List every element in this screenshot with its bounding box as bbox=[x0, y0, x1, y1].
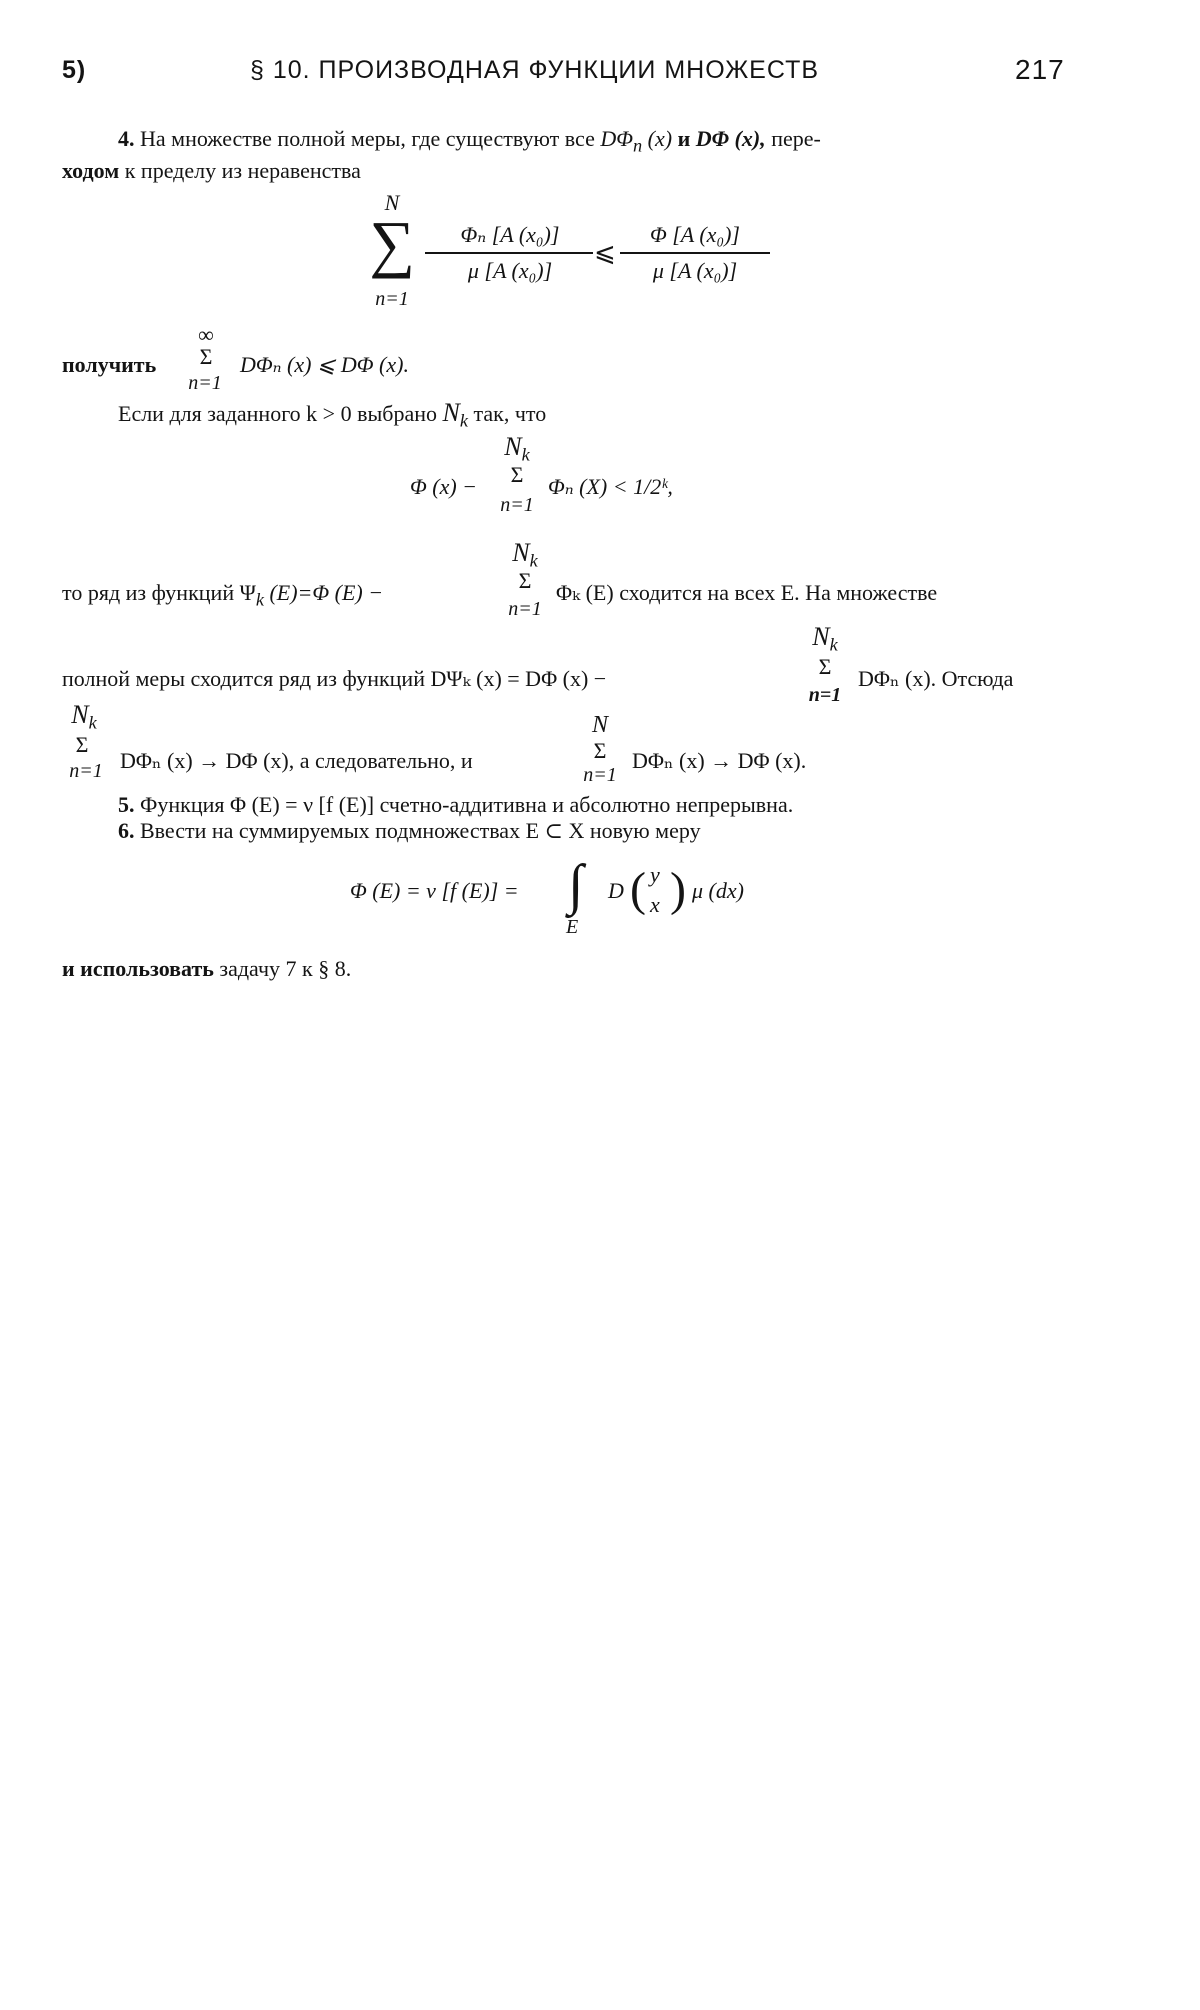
item5-text: Функция Φ (E) = ν [f (E)] счетно-аддитивна и абсолютно непрерывна. bbox=[140, 792, 794, 817]
item5 bbox=[118, 792, 793, 818]
bold-word: ходом bbox=[62, 158, 120, 183]
p1-upper-n: N bbox=[512, 538, 530, 567]
nk-symbol: N bbox=[442, 398, 460, 427]
last-line bbox=[62, 956, 351, 982]
sum-upper: N bbox=[384, 190, 400, 215]
p2-left: полной меры сходится ряд из функций DΨₖ (x) = DΦ (x) − bbox=[62, 666, 607, 691]
p3-upper2 bbox=[580, 712, 620, 739]
conj-and: и bbox=[677, 126, 691, 151]
formula-tail bbox=[692, 878, 744, 904]
formula-left-text: Φ (E) = ν [f (E)] = bbox=[350, 878, 519, 903]
formula-left bbox=[350, 878, 519, 904]
fraction2-bar bbox=[620, 252, 770, 254]
item4-line2 bbox=[62, 158, 361, 184]
f1-upper-k: k bbox=[521, 444, 530, 465]
f1-right bbox=[548, 474, 673, 500]
math-dphi: DΦ bbox=[600, 126, 633, 151]
formula-tail-text: μ (dx) bbox=[692, 878, 744, 903]
p3-lower: n=1 bbox=[69, 760, 103, 782]
p3-upper2-n: N bbox=[591, 712, 608, 738]
page-header-title: § 10. ПРОИЗВОДНАЯ ФУНКЦИИ МНОЖЕСТВ bbox=[250, 56, 820, 84]
p3-lower2: n=1 bbox=[583, 764, 617, 786]
p3-right: DΦₙ (x) → DΦ (x). bbox=[632, 748, 807, 773]
item4-text: На множестве полной меры, где существуют все bbox=[140, 126, 595, 151]
p1-left bbox=[62, 580, 383, 610]
p3-sigma2-icon: Σ bbox=[593, 738, 607, 763]
frac-bottom bbox=[650, 892, 660, 918]
p1-lower: n=1 bbox=[508, 598, 542, 620]
if-tail: так, что bbox=[473, 401, 547, 426]
p2-upper bbox=[800, 622, 850, 655]
num1-text: Φₙ [A (x₀)] bbox=[460, 222, 560, 247]
den1-text: μ [A (x₀)] bbox=[467, 258, 553, 283]
p1-upper-k: k bbox=[529, 550, 538, 571]
item6-text: Ввести на суммируемых подмножествах E ⊂ X новую меру bbox=[140, 818, 701, 843]
sigma-icon: ∑ bbox=[369, 208, 415, 279]
fraction2-denominator bbox=[620, 258, 770, 284]
hyphen-tail: пере- bbox=[771, 126, 821, 151]
p3-mid: DΦₙ (x) → DΦ (x), а следовательно, и bbox=[120, 748, 473, 773]
inequality-sign: ⩽ bbox=[594, 238, 616, 267]
math-dphi-x: DΦ (x), bbox=[695, 126, 766, 151]
get-upper: ∞ bbox=[198, 322, 214, 347]
p2-right: DΦₙ (x). Отсюда bbox=[858, 666, 1014, 691]
item4-line1 bbox=[118, 126, 821, 156]
right-paren: ) bbox=[670, 863, 686, 916]
item-number: 4. bbox=[118, 126, 135, 151]
get-lower: n=1 bbox=[188, 372, 222, 394]
f1-lower: n=1 bbox=[500, 494, 534, 516]
formula-d-text: D bbox=[608, 878, 624, 903]
p2-upper-n: N bbox=[812, 622, 830, 651]
p3-upper bbox=[62, 700, 106, 733]
nk-sub: k bbox=[459, 410, 468, 431]
f1-upper-n: N bbox=[504, 432, 522, 461]
integral-subscript bbox=[566, 916, 578, 939]
p1-upper bbox=[500, 538, 550, 571]
math-sub-n: n bbox=[633, 135, 643, 156]
last-bold: и использовать bbox=[62, 956, 214, 981]
item5-number: 5. bbox=[118, 792, 135, 817]
f1-left bbox=[410, 474, 477, 500]
frac-top-text: y bbox=[650, 862, 660, 887]
get-expr-text: DΦₙ (x) ⩽ DΦ (x). bbox=[240, 352, 409, 377]
sum-lower: n=1 bbox=[375, 288, 409, 310]
p2-sigma-icon: Σ bbox=[818, 654, 832, 679]
integral-sign-icon: ∫ bbox=[568, 854, 584, 916]
math-arg: (x) bbox=[647, 126, 673, 151]
item6-number: 6. bbox=[118, 818, 135, 843]
if-text: Если для заданного k > 0 выбрано bbox=[118, 401, 437, 426]
p3-upper-k: k bbox=[88, 712, 97, 733]
p2-upper-k: k bbox=[829, 634, 838, 655]
fraction1-numerator bbox=[440, 222, 580, 248]
get-word: получить bbox=[62, 352, 157, 377]
den2-text: μ [A (x₀)] bbox=[652, 258, 738, 283]
p3-upper-n: N bbox=[71, 700, 89, 729]
p2-lower: n=1 bbox=[808, 684, 842, 706]
fraction1-denominator bbox=[440, 258, 580, 284]
p1-sigma-icon: Σ bbox=[518, 568, 532, 593]
frac-top bbox=[650, 862, 660, 888]
chapter-mark: 5) bbox=[62, 56, 87, 84]
f1-right-text: Φₙ (X) < 1/2ᵏ, bbox=[548, 474, 673, 499]
fraction2-numerator bbox=[620, 222, 770, 248]
fraction1-bar bbox=[425, 252, 593, 254]
num2-text: Φ [A (x₀)] bbox=[650, 222, 740, 247]
p1-left-text: то ряд из функций Ψ bbox=[62, 580, 256, 605]
left-paren: ( bbox=[630, 863, 646, 916]
p1-mid-text: (E)=Φ (E) − bbox=[269, 580, 384, 605]
f1-sigma-icon: Σ bbox=[510, 462, 524, 487]
item6 bbox=[118, 818, 701, 844]
frac-bottom-text: x bbox=[650, 892, 660, 917]
f1-upper bbox=[492, 432, 542, 465]
line2-text: к пределу из неравенства bbox=[124, 158, 361, 183]
get-expression bbox=[240, 352, 409, 378]
p1-left-sub: k bbox=[255, 589, 264, 610]
last-rest: задачу 7 к § 8. bbox=[219, 956, 352, 981]
if-line bbox=[118, 398, 546, 431]
small-sigma-icon: Σ bbox=[199, 344, 213, 369]
f1-left-text: Φ (x) − bbox=[410, 474, 478, 499]
p3-sigma-icon: Σ bbox=[75, 732, 89, 757]
integral-sub-text: E bbox=[566, 916, 579, 938]
p1-right: Φₖ (E) сходится на всех E. На множестве bbox=[556, 580, 938, 605]
formula-d bbox=[608, 878, 624, 904]
page-number: 217 bbox=[1015, 54, 1065, 85]
